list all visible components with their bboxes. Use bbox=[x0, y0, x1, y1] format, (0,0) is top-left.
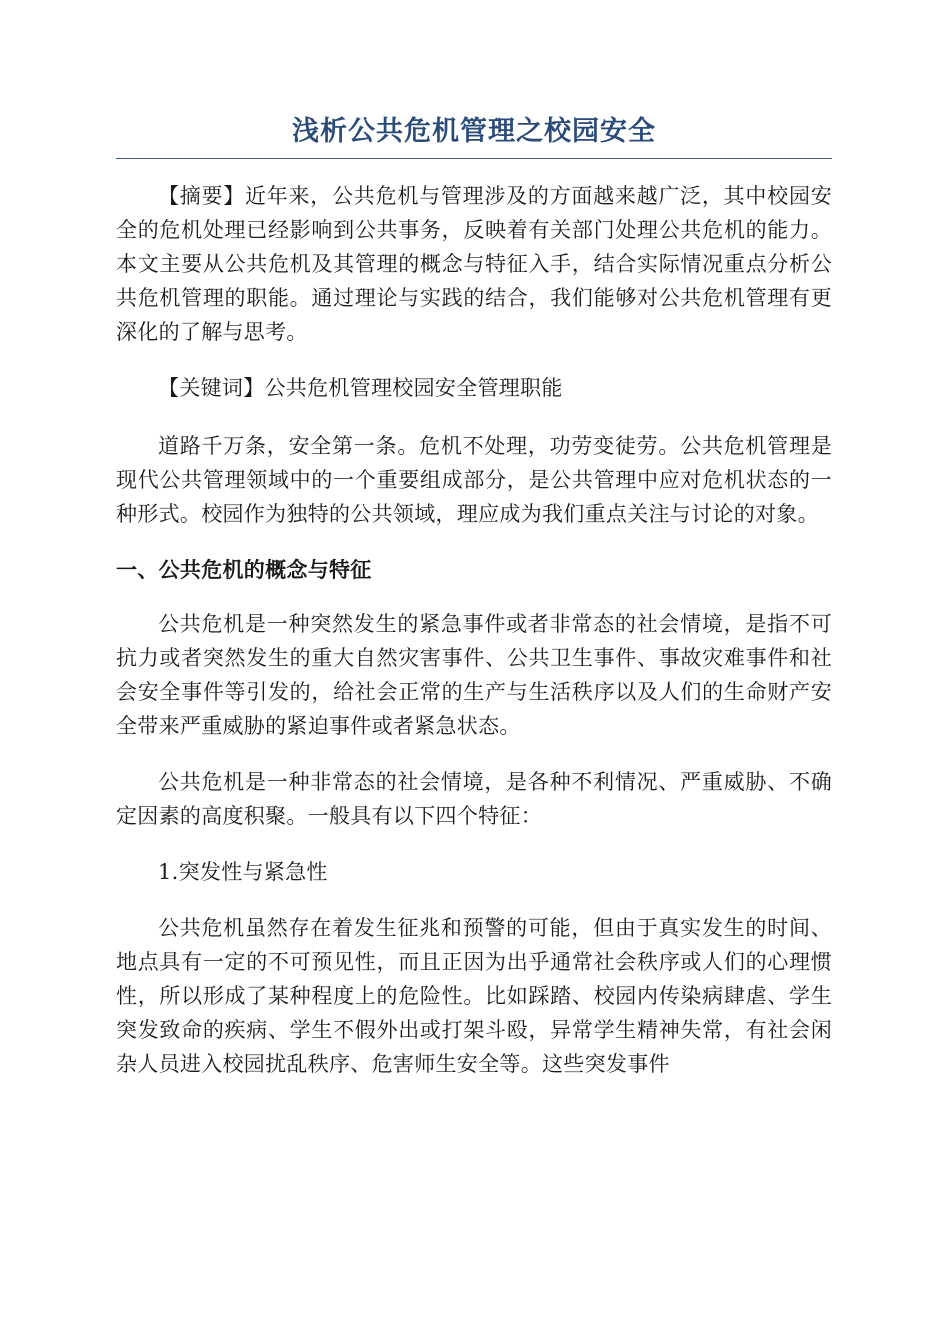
abstract-paragraph: 【摘要】近年来，公共危机与管理涉及的方面越来越广泛，其中校园安全的危机处理已经影响到公共事务，反映着有关部门处理公共危机的能力。本文主要从公共危机及其管理的概念与特征入手，结合实际情况重点分析公共危机管理的职能。通过理论与实践的结合，我们能够对公共危机管理有更深化的了解与思考。 bbox=[116, 184, 832, 344]
subsection-heading: 1.突发性与紧急性 bbox=[158, 860, 328, 884]
section-heading: 一、公共危机的概念与特征 bbox=[116, 558, 372, 582]
title-underline bbox=[116, 158, 832, 159]
body-paragraph: 公共危机虽然存在着发生征兆和预警的可能，但由于真实发生的时间、地点具有一定的不可预见性，而且正因为出乎通常社会秩序或人们的心理惯性，所以形成了某种程度上的危险性。比如踩踏、校园内传染病肆虐、学生突发致命的疾病、学生不假外出或打架斗殴，异常学生精神失常，有社会闲杂人员进入校园扰乱秩序、危害师生安全等。这些突发事件 bbox=[116, 916, 832, 1076]
intro-paragraph: 道路千万条，安全第一条。危机不处理，功劳变徒劳。公共危机管理是现代公共管理领域中的一个重要组成部分，是公共管理中应对危机状态的一种形式。校园作为独特的公共领域，理应成为我们重点关注与讨论的对象。 bbox=[116, 434, 832, 526]
document-title: 浅析公共危机管理之校园安全 bbox=[292, 116, 656, 147]
body-paragraph: 公共危机是一种突然发生的紧急事件或者非常态的社会情境，是指不可抗力或者突然发生的重大自然灾害事件、公共卫生事件、事故灾难事件和社会安全事件等引发的，给社会正常的生产与生活秩序以及人们的生命财产安全带来严重威胁的紧迫事件或者紧急状态。 bbox=[116, 612, 832, 738]
keywords-paragraph: 【关键词】公共危机管理校园安全管理职能 bbox=[158, 376, 563, 400]
document-page bbox=[116, 112, 832, 1103]
body-paragraph: 公共危机是一种非常态的社会情境，是各种不利情况、严重威胁、不确定因素的高度积聚。一般具有以下四个特征： bbox=[116, 770, 832, 828]
